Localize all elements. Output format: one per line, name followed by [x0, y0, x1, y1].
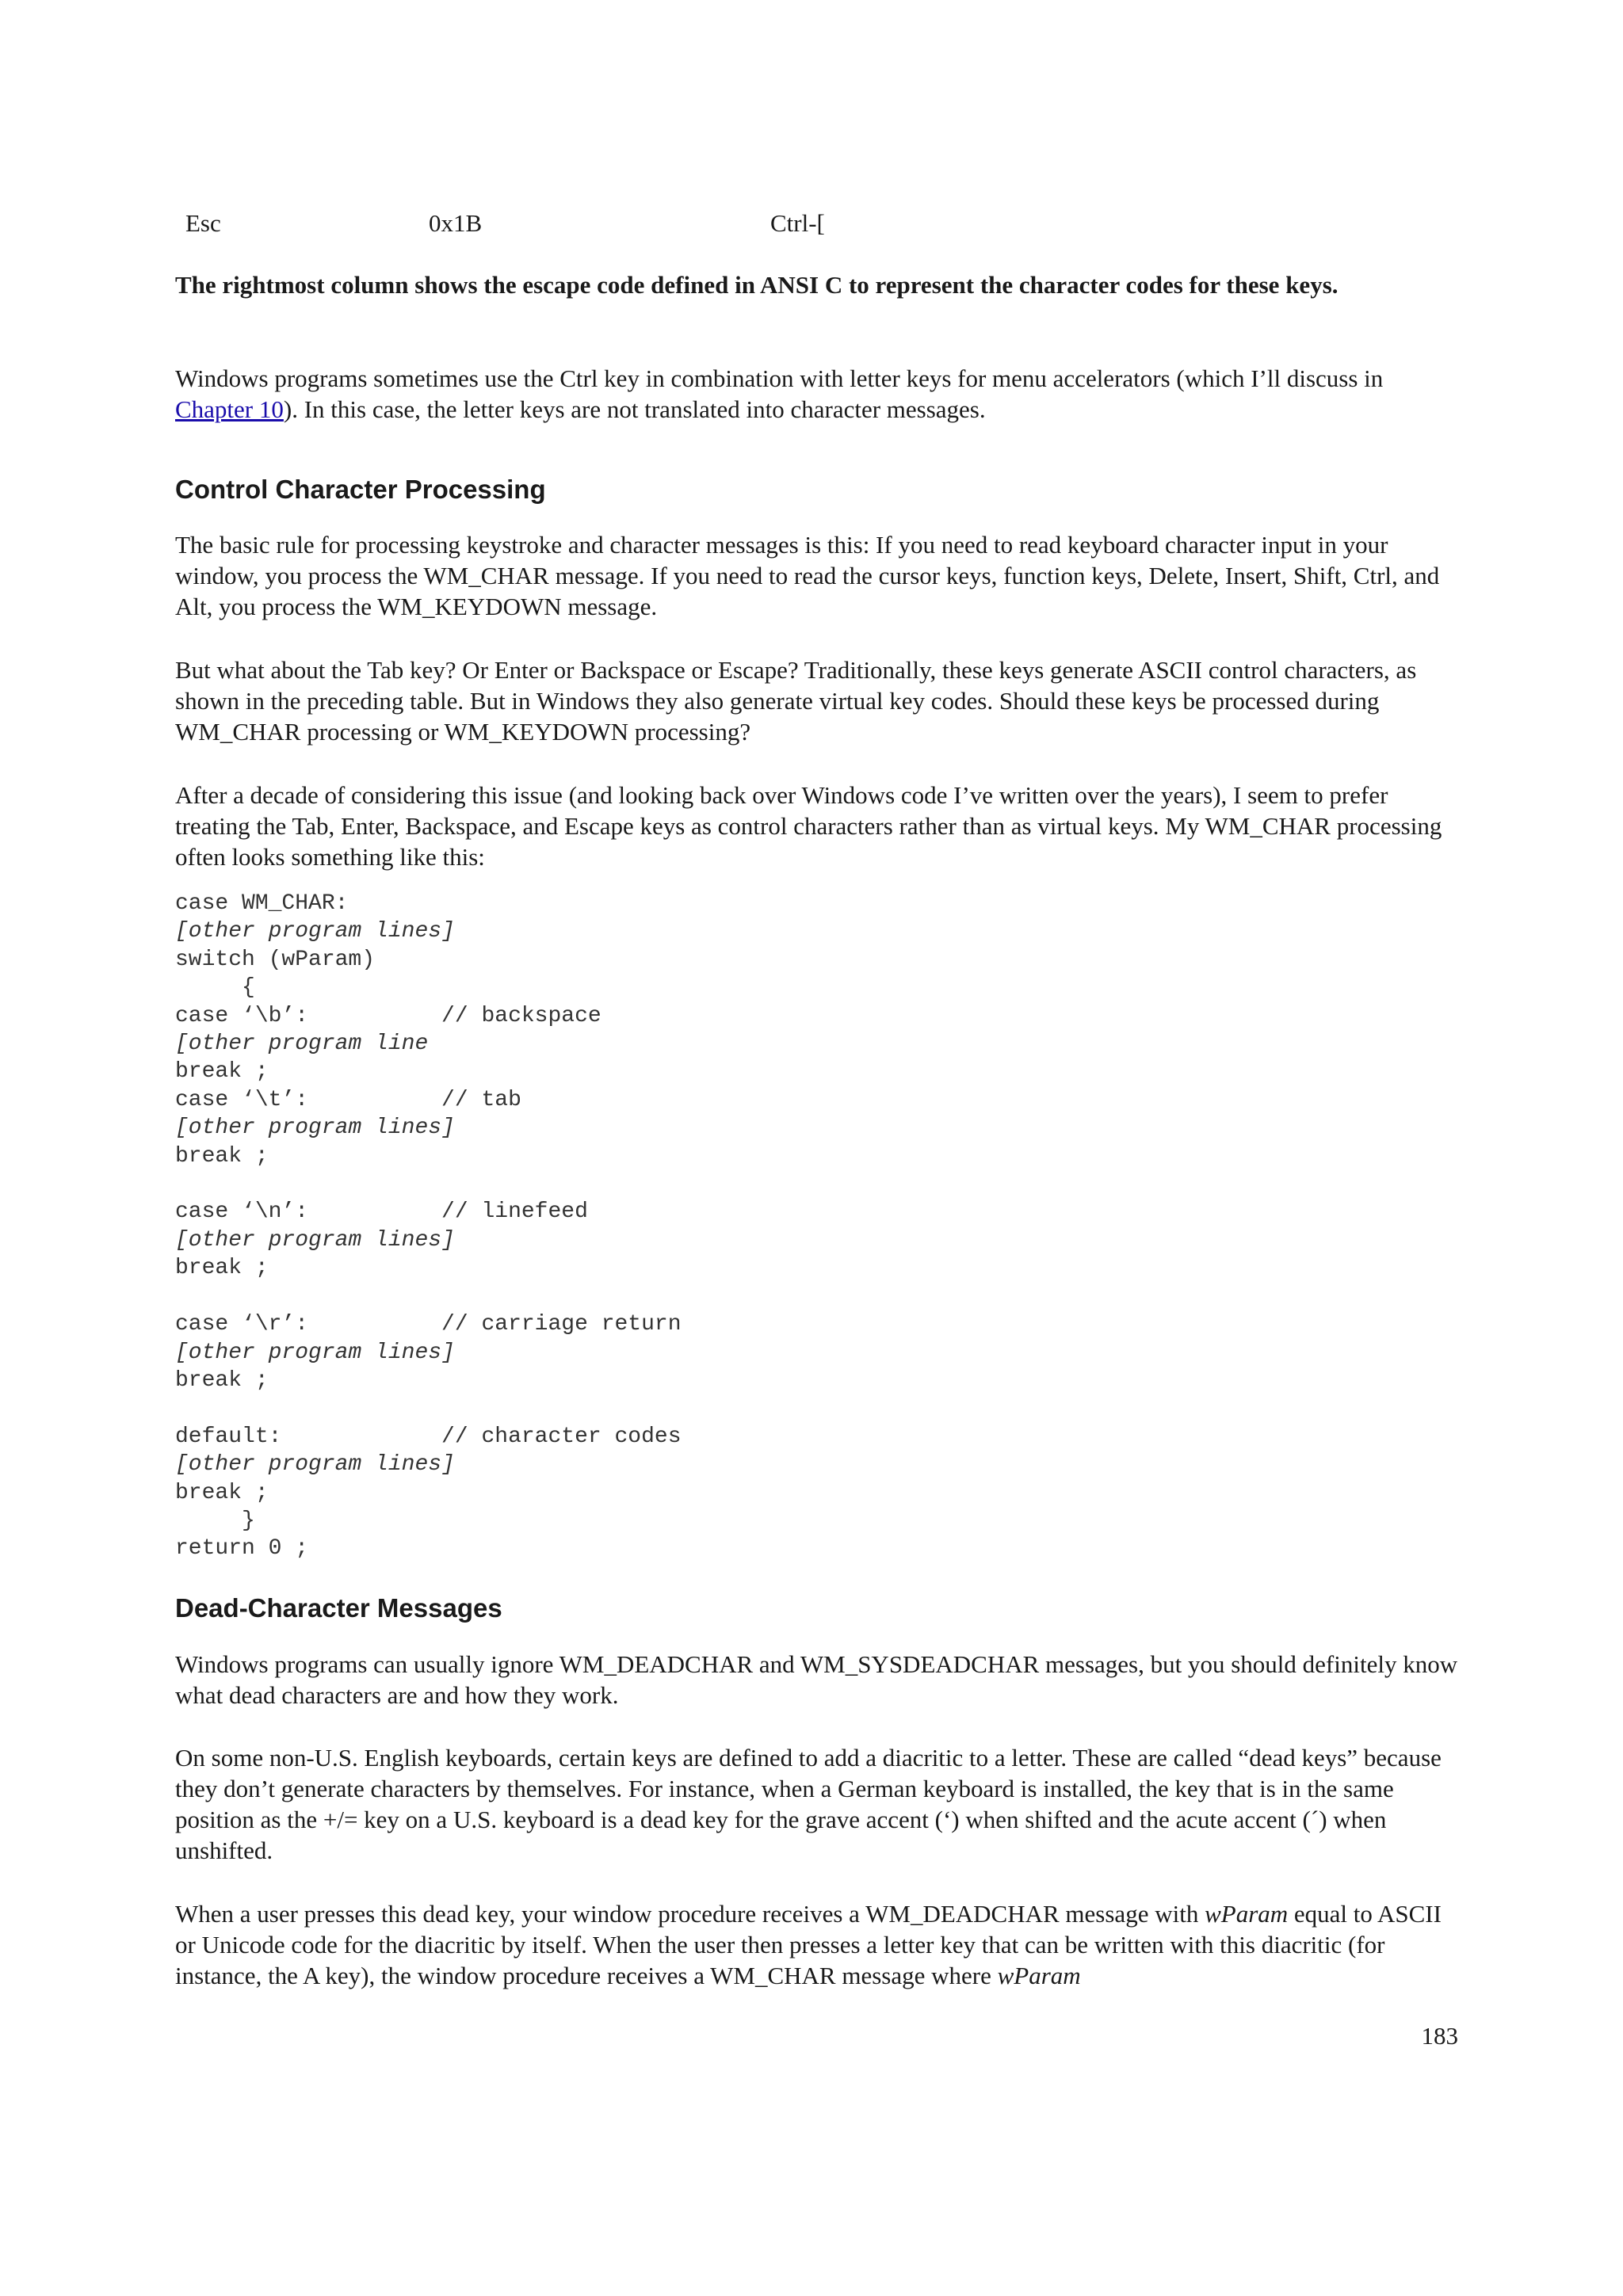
key-name-cell: Esc: [185, 209, 221, 237]
code-line: break ;: [175, 1059, 269, 1085]
code-line: [other program lines]: [175, 1340, 455, 1365]
code-line: break ;: [175, 1367, 269, 1393]
hex-code-cell: 0x1B: [429, 209, 483, 237]
paragraph-dead-keys: On some non-U.S. English keyboards, certain keys are defined to add a diacritic to a letter. These are called “dead keys” because they don’t generate characters by themselves. For instance, when a German keyboard is installed, the key that is in the same position as the +/= key on a U.S. keyboard is a dead key for the grave accent (‘) when shifted and the acute accent (´) when unshifted.: [175, 1744, 1442, 1864]
paragraph-decade: After a decade of considering this issue (and looking back over Windows code I’ve written over the years), I seem to prefer treating the Tab, Enter, Backspace, and Escape keys as control characters rather than as virtual keys. My WM_CHAR processing often looks something like this:: [175, 781, 1442, 871]
paragraph-dead-char-intro: Windows programs can usually ignore WM_DEADCHAR and WM_SYSDEADCHAR messages, but you should definitely know what dead characters are and how they work.: [175, 1650, 1458, 1709]
code-line: case ‘\b’: // backspace: [175, 1003, 601, 1028]
code-line: [other program lines]: [175, 1116, 455, 1141]
ctrl-combo-cell: Ctrl-[: [770, 209, 825, 237]
table-note: The rightmost column shows the escape code defined in ANSI C to represent the character codes for these keys.: [175, 271, 1338, 299]
paragraph-deadchar-message: [175, 1898, 1459, 1991]
code-line: [other program line: [175, 1032, 429, 1057]
code-line: case ‘\r’: // carriage return: [175, 1312, 682, 1337]
chapter-10-link[interactable]: Chapter 10: [175, 395, 284, 423]
paragraph-tab-key: But what about the Tab key? Or Enter or Backspace or Escape? Traditionally, these keys generate ASCII control characters, as shown in the preceding table. But in Windows they also generate virtual key codes. Should these keys be processed during WM_CHAR processing or WM_KEYDOWN processing?: [175, 656, 1417, 746]
code-line: [other program lines]: [175, 919, 455, 944]
code-line: switch (wParam): [175, 947, 376, 972]
paragraph-text: When a user presses this dead key, your window procedure receives a WM_DEADCHAR message with: [175, 1900, 1205, 1928]
paragraph-text: Windows programs sometimes use the Ctrl key in combination with letter keys for menu accelerators (which I’ll discuss in: [175, 364, 1384, 392]
paragraph-text: equal to ASCII or Unicode code for the diacritic by itself. When the user then presses a letter key that can be written with this diacritic (for instance, the A key), the window procedure receives a WM_CHAR message where: [175, 1900, 1442, 1989]
code-line: case WM_CHAR:: [175, 891, 349, 916]
code-line: [other program lines]: [175, 1227, 455, 1253]
paragraph-basic-rule: The basic rule for processing keystroke and character messages is this: If you need to read keyboard character input in your window, you process the WM_CHAR message. If you need to read the cursor keys, function keys, Delete, Insert, Shift, Ctrl, and Alt, you process the WM_KEYDOWN message.: [175, 531, 1440, 620]
code-line: case ‘\t’: // tab: [175, 1087, 521, 1112]
section-heading-dead-character: Dead-Character Messages: [175, 1593, 502, 1623]
code-line: break ;: [175, 1256, 269, 1281]
key-table-row: [0, 209, 1623, 241]
code-line: return 0 ;: [175, 1536, 309, 1562]
code-line: case ‘\n’: // linefeed: [175, 1199, 588, 1225]
code-line: {: [175, 975, 255, 1001]
code-listing: [175, 890, 682, 1563]
wparam-term: wParam: [1205, 1900, 1289, 1928]
section-heading-control-character: Control Character Processing: [175, 475, 546, 504]
page-number: 183: [1421, 2022, 1458, 2050]
code-line: default: // character codes: [175, 1424, 682, 1449]
paragraph-text: ). In this case, the letter keys are not translated into character messages.: [283, 395, 986, 423]
paragraph-menu-accelerators: [175, 363, 1459, 425]
code-line: break ;: [175, 1143, 269, 1169]
code-line: }: [175, 1508, 255, 1533]
wparam-term: wParam: [997, 1962, 1081, 1989]
code-line: [other program lines]: [175, 1452, 455, 1478]
code-line: break ;: [175, 1480, 269, 1505]
